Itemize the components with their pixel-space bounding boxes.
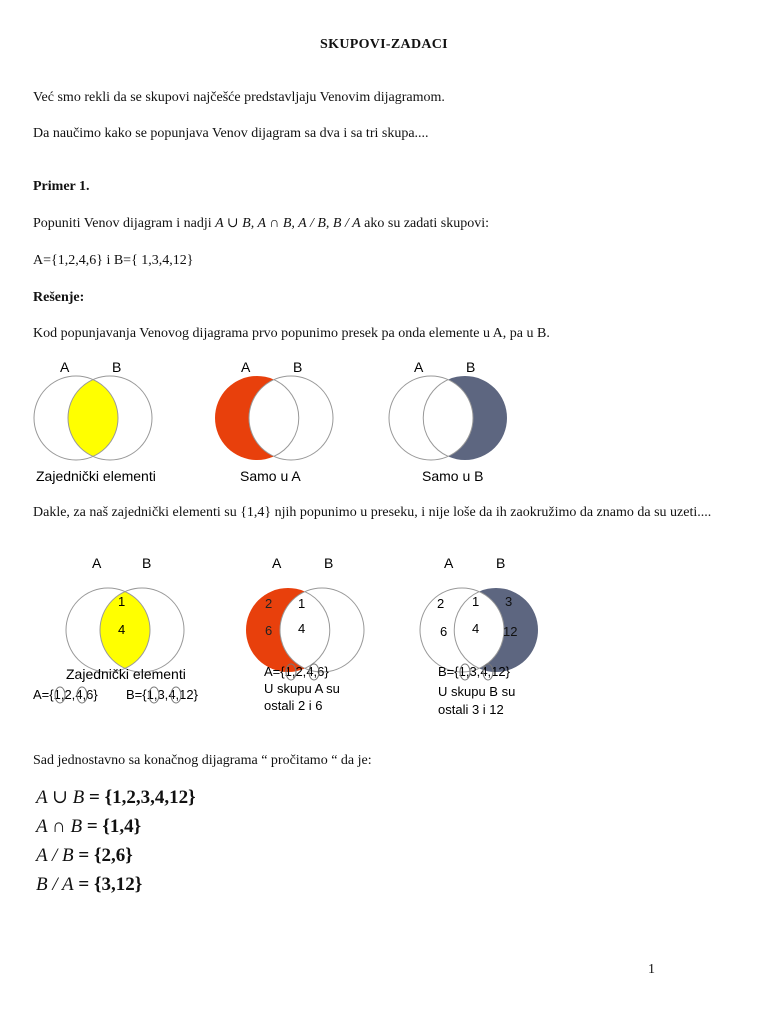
- caption-common: Zajednički elementi: [66, 666, 186, 682]
- circle-a: [389, 376, 473, 460]
- read-paragraph: Sad jednostavno sa konačnog dijagrama “ pročitamo “ da je:: [33, 753, 372, 768]
- label-b: B: [112, 359, 122, 375]
- label-b: B: [496, 555, 506, 571]
- venn-row-filled: [0, 550, 768, 725]
- task-prefix: Popuniti Venov dijagram i nadji: [33, 216, 216, 231]
- element-12: 12: [503, 624, 518, 639]
- result-a-minus-b: A / B = {2,6}: [36, 845, 133, 866]
- element-1: 1: [298, 596, 306, 611]
- element-4: 4: [118, 622, 126, 637]
- label-a: A: [241, 359, 251, 375]
- element-6: 6: [265, 623, 273, 638]
- task-statement: [33, 215, 489, 233]
- method-paragraph: Kod popunjavanja Venovog dijagrama prvo popunimo presek pa onda elemente u A, pa u B.: [33, 326, 550, 341]
- task-operations: A ∪ B, A ∩ B, A / B, B / A: [215, 216, 361, 231]
- set-b-line: B={1,3,4,12}: [438, 664, 510, 679]
- label-a: A: [92, 555, 102, 571]
- element-4: 4: [298, 621, 306, 636]
- label-b: B: [324, 555, 334, 571]
- result-intersection: A ∩ B = {1,4}: [36, 816, 142, 837]
- caption-only-b: Samo u B: [422, 468, 484, 484]
- label-a: A: [272, 555, 282, 571]
- label-a: A: [60, 359, 70, 375]
- element-1: 1: [472, 594, 480, 609]
- element-6: 6: [440, 624, 448, 639]
- note-line-2: ostali 2 i 6: [264, 698, 323, 713]
- element-3: 3: [505, 594, 513, 609]
- element-4: 4: [472, 621, 480, 636]
- element-1: 1: [118, 594, 126, 609]
- solution-heading: Rešenje:: [33, 290, 85, 305]
- circle-b: [280, 588, 364, 672]
- intro-paragraph-1: Već smo rekli da se skupovi najčešće predstavljaju Venovim dijagramom.: [33, 90, 445, 105]
- element-2: 2: [265, 596, 273, 611]
- venn-intersection-diagram: [34, 359, 156, 484]
- note-line-1: U skupu A su: [264, 681, 340, 696]
- result-union: A ∪ B = {1,2,3,4,12}: [36, 787, 196, 808]
- circle-a: [420, 588, 504, 672]
- page-number: 1: [648, 962, 655, 977]
- venn-row-intro: [0, 350, 768, 490]
- set-a-line: A={1,2,4,6}: [33, 687, 98, 702]
- venn-filled-intersection: [33, 555, 199, 703]
- caption-common: Zajednički elementi: [36, 468, 156, 484]
- given-sets: A={1,2,4,6} i B={ 1,3,4,12}: [33, 253, 194, 268]
- task-suffix: ako su zadati skupovi:: [360, 216, 489, 231]
- example-heading: Primer 1.: [33, 179, 90, 194]
- label-b: B: [466, 359, 476, 375]
- label-b: B: [142, 555, 152, 571]
- venn-only-a-diagram: [215, 359, 333, 484]
- element-2: 2: [437, 596, 445, 611]
- circle-b: [249, 376, 333, 460]
- intro-paragraph-2: Da naučimo kako se popunjava Venov dijagram sa dva i sa tri skupa....: [33, 126, 429, 141]
- label-b: B: [293, 359, 303, 375]
- result-b-minus-a: B / A = {3,12}: [36, 874, 143, 895]
- venn-filled-only-b: [420, 555, 538, 717]
- set-b-line: B={1,3,4,12}: [126, 687, 198, 702]
- label-a: A: [414, 359, 424, 375]
- set-a-line: A={1,2,4,6}: [264, 664, 329, 679]
- venn-filled-only-a: [246, 555, 364, 713]
- dakle-paragraph: Dakle, za naš zajednički elementi su {1,4} njih popunimo u preseku, i nije loše da ih zaokružimo da znamo da su uzeti....: [33, 505, 712, 520]
- venn-only-b-diagram: [389, 359, 507, 484]
- caption-only-a: Samo u A: [240, 468, 301, 484]
- page-title: SKUPOVI-ZADACI: [320, 37, 448, 52]
- note-line-2: ostali 3 i 12: [438, 702, 504, 717]
- note-line-1: U skupu B su: [438, 684, 516, 699]
- label-a: A: [444, 555, 454, 571]
